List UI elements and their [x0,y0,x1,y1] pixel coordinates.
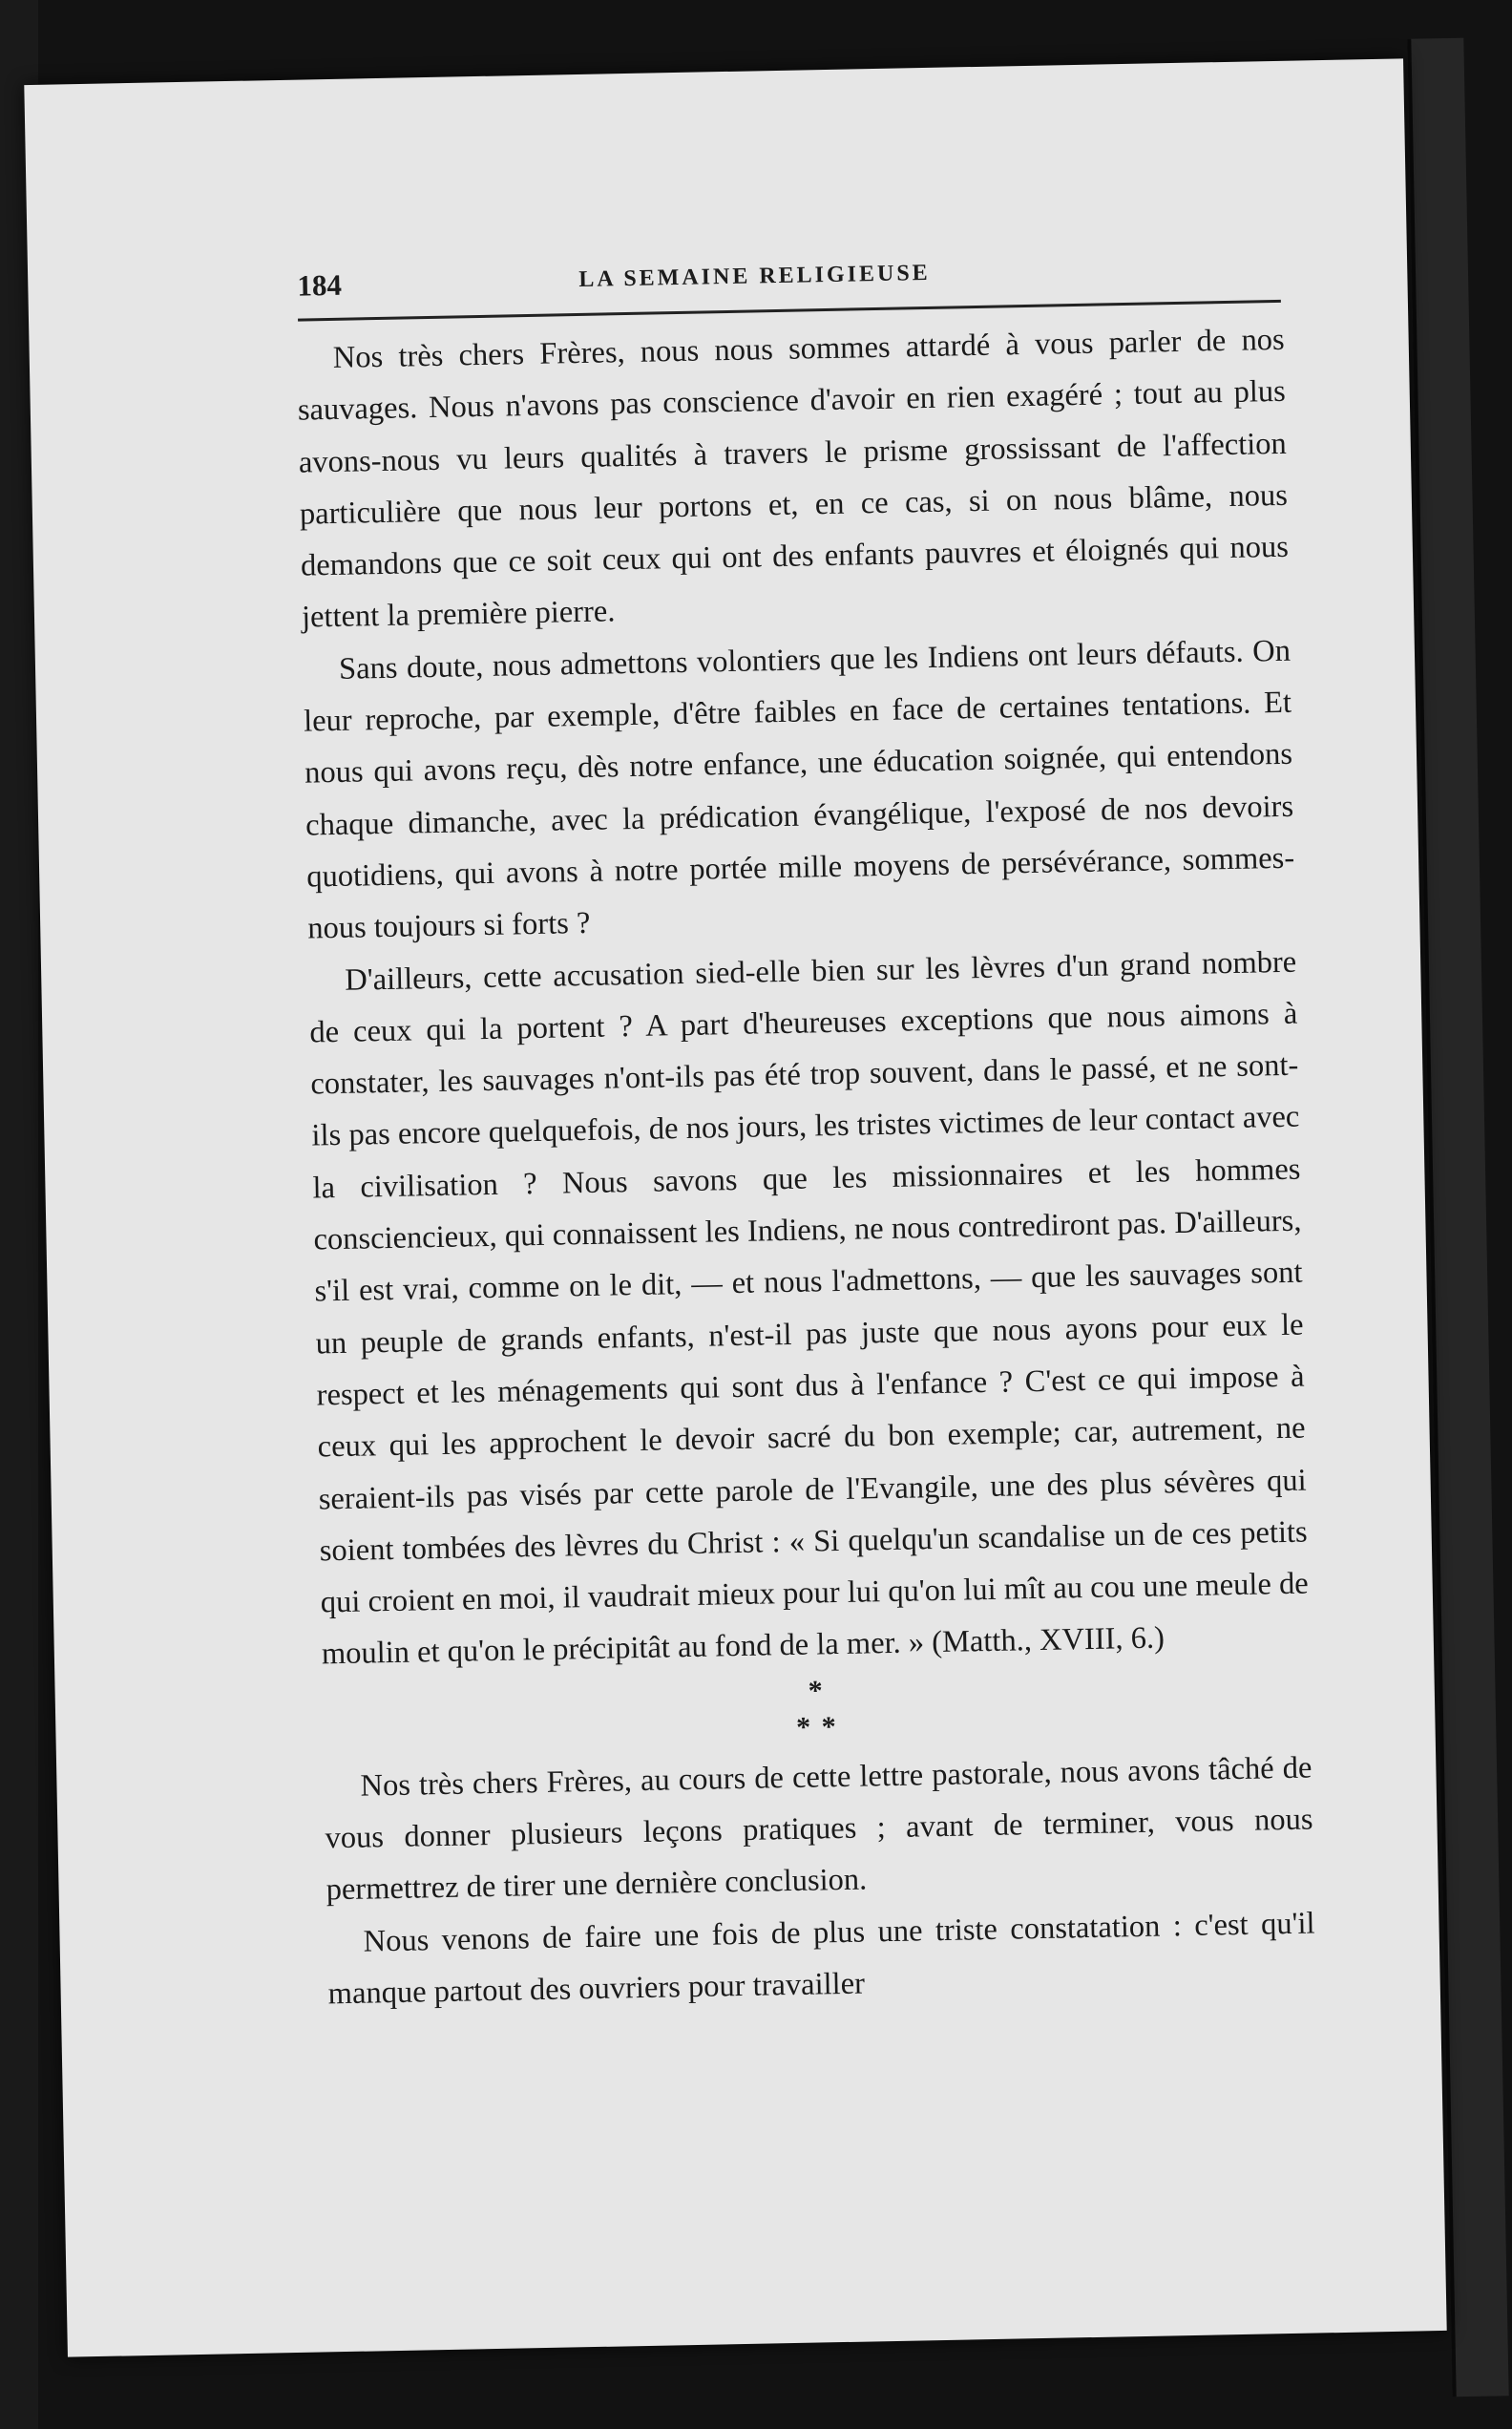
paragraph-2: Sans doute, nous admettons volontiers que les Indiens ont leurs défauts. On leur reproche, par exemple, d'être faibles en face de certaines tentations. Et nous qui avons reçu, dès notre enfance, une éducation soignée, qui entendons chaque dimanche, avec la prédication évangélique, l'exposé de nos devoirs quotidiens, qui avons à notre portée mille moyens de persévérance, sommes-nous toujours si forts ? [303,633,1295,946]
body-text [296,314,1316,2020]
paragraph-1: Nos très chers Frères, nous nous sommes attardé à vous parler de nos sauvages. Nous n'avons pas conscience d'avoir en rien exagéré ; tout au plus avons-nous vu leurs qualités à travers le prisme grossissant de l'affection particulière que nous leur portons et, en ce cas, si on nous blâme, nous demandons que ce soit ceux qui ont des enfants pauvres et éloignés qui nous jettent la première pierre. [297,322,1290,636]
paragraph-5: Nous venons de faire une fois de plus une triste constatation : c'est qu'il manque partout des ouvriers pour travailler [327,1906,1315,2012]
document-page [24,58,1446,2356]
asterism-top: * [808,1675,826,1707]
running-title: LA SEMAINE RELIGIEUSE [578,260,931,292]
page-number: 184 [297,267,343,303]
paragraph-3: D'ailleurs, cette accusation sied-elle bien sur les lèvres d'un grand nombre de ceux qui la portent ? A part d'heureuses exceptions que nous aimons à constater, les sauvages n'ont-ils pas été trop souvent, dans le passé, et ne sont-ils pas encore quelquefois, de nos jours, les tristes victimes de leur contact avec la civilisation ? Nous savons que les missionnaires et les hommes consciencieux, qui connaissent les Indiens, ne nous contrediront pas. D'ailleurs, s'il est vrai, comme on le dit, — et nous l'admettons, — que les sauvages sont un peuple de grands enfants, n'est-il pas juste que nous ayons pour eux le respect et les ménagements qui sont dus à l'enfance ? C'est ce qui impose à ceux qui les approchent le devoir sacré du bon exemple; car, autrement, ne seraient-ils pas visés par cette parole de l'Evangile, une des plus sévères qui soient tombées des lèvres du Christ : « Si quelqu'un scandalise un de ces petits qui croient en moi, il vaudrait mieux pour lui qu'on lui mît au cou une meule de moulin et qu'on le précipitât au fond de la mer. » (Matth., XVIII, 6.) [309,944,1310,1672]
asterism-bottom: * * [795,1710,839,1743]
page-header [297,243,1281,322]
paragraph-4: Nos très chers Frères, au cours de cette lettre pastorale, nous avons tâché de vous donner plusieurs leçons pratiques ; avant de terminer, vous nous permettrez de tirer une dernière conclusion. [325,1750,1313,1908]
